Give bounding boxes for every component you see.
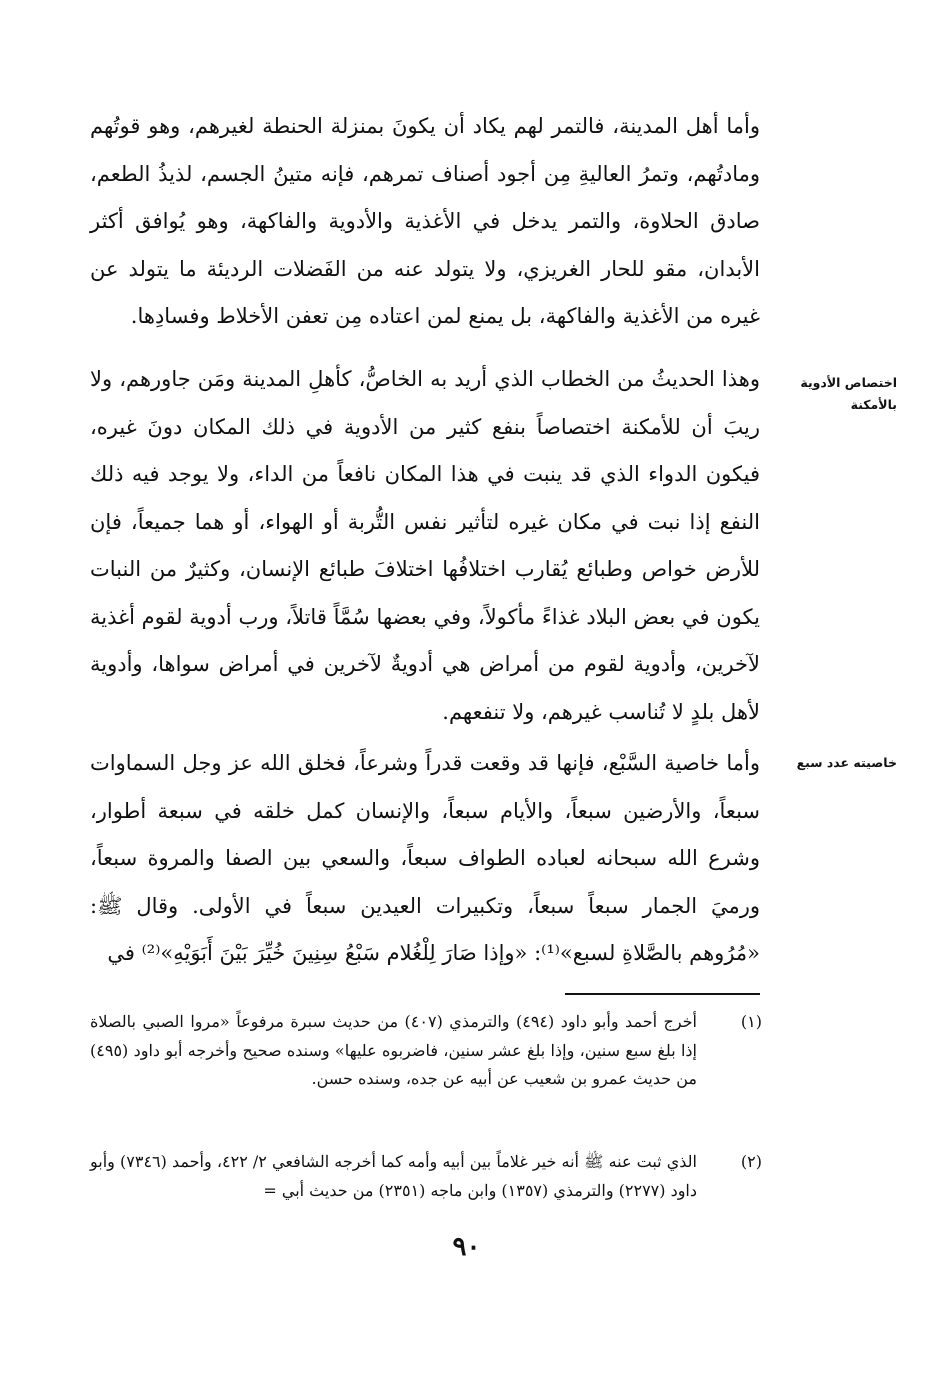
paragraph-dates-of-madina: وأما أهل المدينة، فالتمر لهم يكاد أن يكونَ بمنزلة الحنطة لغيرهم، وهو قوتُهم ومادتُهم، وتمرُ العاليةِ مِن أجود أصناف تمرهم، فإنه متينُ الجسم، لذيذُ الطعم، صادق الحلاوة، والتمر يدخل في الأغذية والأدوية والفاكهة، وهو يُوافق أكثر الأبدان، مقو للحار الغريزي، ولا يتولد عنه من الفَضلات الرديئة ما يتولد عن غيره من الأغذية والفاكهة، بل يمنع لمن اعتاده مِن تعفن الأخلاط وفسادِها.	[90, 114, 760, 328]
footnote-text: الذي ثبت عنه ﷺ أنه خير غلاماً بين أبيه وأمه كما أخرجه الشافعي ٢/ ٤٢٢، وأحمد (٧٣٤٦) وأبو داود (٢٢٧٧) والترمذي (١٣٥٧) وابن ماجه (٢٣٥١) من حديث أبي =	[90, 1152, 697, 1200]
paragraph-medicines-by-place: وهذا الحديثُ من الخطاب الذي أريد به الخاصُّ، كأهلِ المدينة ومَن جاورهم، ولا ريبَ أن للأمكنة اختصاصاً بنفع كثير من الأدوية في ذلك المكان دونَ غيره، فيكون الدواء الذي قد ينبت في هذا المكان نافعاً من الداء، ولا يوجد فيه ذلك النفع إذا نبت في مكان غيره لتأثير نفس التُّربة أو الهواء، أو هما جميعاً، فإن للأرض خواص وطبائع يُقارب اختلافُها اختلافَ طبائع الإنسان، وكثيرٌ من النبات يكون في بعض البلاد غذاءً مأكولاً، وفي بعضها سُمَّاً قاتلاً، ورب أدوية لقوم أغذية لآخرين، وأدوية لقوم من أمراض هي أدويةٌ لآخرين في أمراض سواها، وأدوية لأهل بلدٍ لا تُناسب غيرهم، ولا تنفعهم.	[90, 367, 760, 724]
paragraph-number-seven: وأما خاصية السَّبْع، فإنها قد وقعت قدراً وشرعاً، فخلق الله عز وجل السماوات سبعاً، والأرضين سبعاً، والأيام سبعاً، والإنسان كمل خلقه في سبعة أطوار، وشرع الله سبحانه لعباده الطواف سبعاً، والسعي بين الصفا والمروة سبعاً، ورميَ الجمار سبعاً سبعاً، وتكبيرات العيدين سبعاً في الأولى. وقال ﷺ: «مُرُوهم بالصَّلاةِ لسبع»⁽¹⁾: «وإذا صَارَ لِلْغُلام سَبْعُ سِنِينَ خُيِّرَ بَيْنَ أَبَوَيْهِ»⁽²⁾ في	[90, 751, 760, 965]
footnote-text: أخرج أحمد وأبو داود (٤٩٤) والترمذي (٤٠٧) من حديث سبرة مرفوعاً «مروا الصبي بالصلاة إذا بلغ سبع سنين، وإذا بلغ عشر سنين، فاضربوه عليها» وسنده صحيح وأخرجه أبو داود (٤٩٥) من حديث عمرو بن شعيب عن أبيه عن جده، وسنده حسن.	[90, 1012, 698, 1088]
page-number: ٩٠	[452, 1232, 481, 1262]
footnote-number: (٢)	[740, 1152, 762, 1171]
margin-note-medicines-by-place: اختصاص الأدوية بالأمكنة	[800, 375, 897, 412]
footnote	[90, 1148, 762, 1205]
margin-note-number-seven: خاصيته عدد سبع	[796, 755, 897, 770]
footnote	[90, 1008, 762, 1094]
footnote-separator	[565, 993, 760, 995]
footnote-number: (١)	[740, 1012, 762, 1031]
